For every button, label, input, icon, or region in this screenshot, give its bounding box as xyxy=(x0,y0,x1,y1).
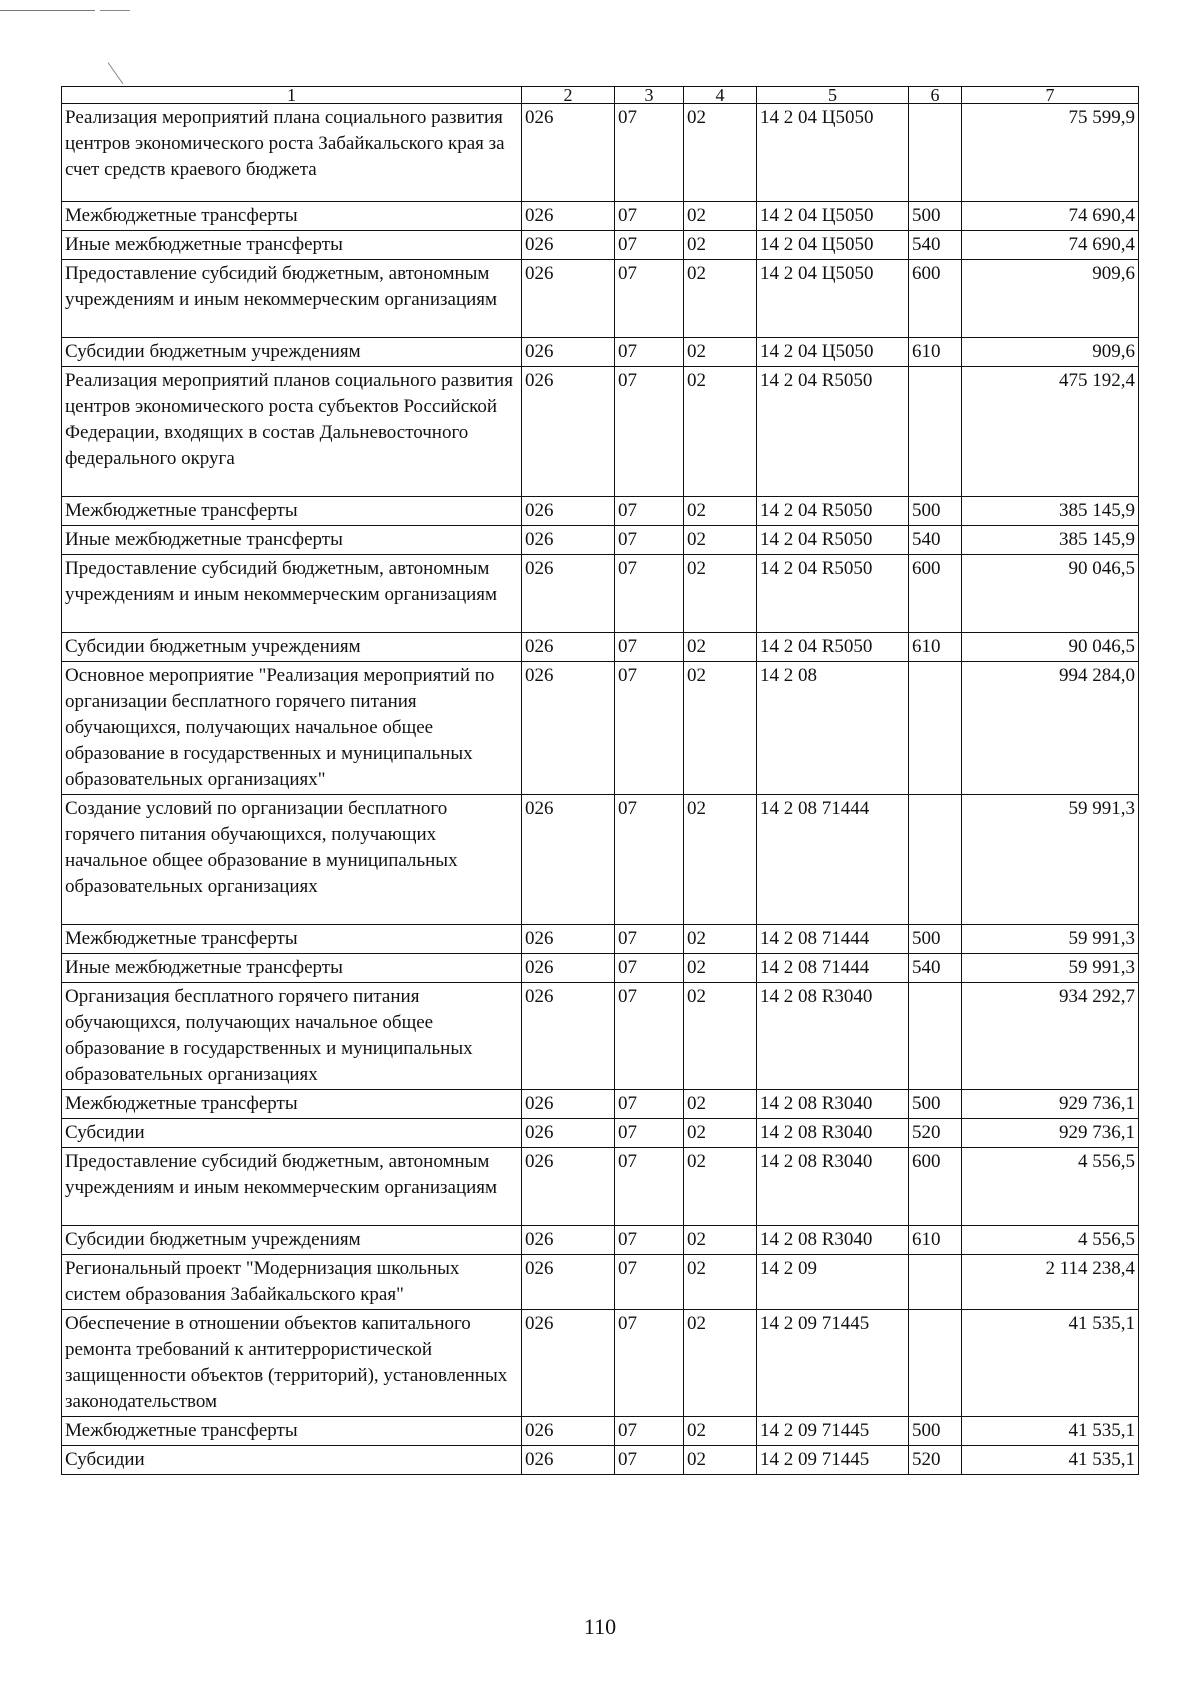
row-chapter-cell: 026 xyxy=(522,925,615,954)
row-chapter-cell: 026 xyxy=(522,633,615,662)
header-col-4: 4 xyxy=(684,87,757,104)
row-name-cell: Межбюджетные трансферты xyxy=(62,202,522,231)
page-number: 110 xyxy=(583,1614,617,1639)
row-target-article-cell: 14 2 09 71445 xyxy=(757,1417,909,1446)
row-amount-cell: 41 535,1 xyxy=(962,1417,1139,1446)
row-target-article-cell: 14 2 04 R5050 xyxy=(757,367,909,497)
row-name-cell: Предоставление субсидий бюджетным, автономным учреждениям и иным некоммерческим организациям xyxy=(62,555,522,633)
row-subsection-cell: 02 xyxy=(684,1226,757,1255)
row-chapter-cell: 026 xyxy=(522,795,615,925)
row-section-cell: 07 xyxy=(615,795,684,925)
row-target-article-cell: 14 2 08 xyxy=(757,662,909,795)
row-expense-type-cell: 500 xyxy=(909,497,962,526)
row-target-article-cell: 14 2 08 R3040 xyxy=(757,1148,909,1226)
row-name-cell: Основное мероприятие "Реализация мероприятий по организации бесплатного горячего питания обучающихся, получающих начальное общее образование в государственных и муниципальных образовательных организациях" xyxy=(62,662,522,795)
row-section-cell: 07 xyxy=(615,662,684,795)
row-expense-type-cell xyxy=(909,662,962,795)
header-col-2: 2 xyxy=(522,87,615,104)
row-section-cell: 07 xyxy=(615,633,684,662)
scan-artifact-dash xyxy=(100,10,130,11)
row-name-cell: Региональный проект "Модернизация школьных систем образования Забайкальского края" xyxy=(62,1255,522,1310)
row-target-article-cell: 14 2 04 R5050 xyxy=(757,633,909,662)
row-amount-cell: 90 046,5 xyxy=(962,555,1139,633)
row-name-cell: Предоставление субсидий бюджетным, автономным учреждениям и иным некоммерческим организациям xyxy=(62,1148,522,1226)
row-name-cell: Иные межбюджетные трансферты xyxy=(62,526,522,555)
table-row xyxy=(62,231,1139,260)
row-section-cell: 07 xyxy=(615,526,684,555)
row-target-article-cell: 14 2 09 xyxy=(757,1255,909,1310)
row-chapter-cell: 026 xyxy=(522,1417,615,1446)
row-target-article-cell: 14 2 04 Ц5050 xyxy=(757,338,909,367)
row-section-cell: 07 xyxy=(615,338,684,367)
row-name-cell: Реализация мероприятий планов социального развития центров экономического роста субъектов Российской Федерации, входящих в состав Дальневосточного федерального округа xyxy=(62,367,522,497)
table-row xyxy=(62,104,1139,202)
row-name-cell: Субсидии бюджетным учреждениям xyxy=(62,338,522,367)
row-section-cell: 07 xyxy=(615,1226,684,1255)
row-amount-cell: 909,6 xyxy=(962,260,1139,338)
row-chapter-cell: 026 xyxy=(522,1310,615,1417)
row-name-cell: Иные межбюджетные трансферты xyxy=(62,954,522,983)
row-amount-cell: 74 690,4 xyxy=(962,231,1139,260)
row-chapter-cell: 026 xyxy=(522,1226,615,1255)
row-expense-type-cell: 600 xyxy=(909,1148,962,1226)
scan-artifact-diagonal xyxy=(108,62,124,84)
table-row xyxy=(62,1446,1139,1475)
row-amount-cell: 75 599,9 xyxy=(962,104,1139,202)
row-expense-type-cell: 540 xyxy=(909,231,962,260)
row-section-cell: 07 xyxy=(615,954,684,983)
row-expense-type-cell xyxy=(909,983,962,1090)
row-chapter-cell: 026 xyxy=(522,662,615,795)
row-expense-type-cell: 540 xyxy=(909,526,962,555)
row-name-cell: Межбюджетные трансферты xyxy=(62,1090,522,1119)
row-target-article-cell: 14 2 08 R3040 xyxy=(757,1226,909,1255)
row-chapter-cell: 026 xyxy=(522,231,615,260)
row-target-article-cell: 14 2 04 R5050 xyxy=(757,497,909,526)
row-expense-type-cell xyxy=(909,1310,962,1417)
row-subsection-cell: 02 xyxy=(684,633,757,662)
row-subsection-cell: 02 xyxy=(684,231,757,260)
row-chapter-cell: 026 xyxy=(522,1119,615,1148)
row-section-cell: 07 xyxy=(615,202,684,231)
row-name-cell: Реализация мероприятий плана социального развития центров экономического роста Забайкальского края за счет средств краевого бюджета xyxy=(62,104,522,202)
row-section-cell: 07 xyxy=(615,497,684,526)
table-row xyxy=(62,1148,1139,1226)
row-expense-type-cell xyxy=(909,795,962,925)
row-expense-type-cell: 600 xyxy=(909,260,962,338)
row-section-cell: 07 xyxy=(615,1417,684,1446)
row-amount-cell: 59 991,3 xyxy=(962,795,1139,925)
row-chapter-cell: 026 xyxy=(522,202,615,231)
table-row xyxy=(62,1310,1139,1417)
row-subsection-cell: 02 xyxy=(684,795,757,925)
row-subsection-cell: 02 xyxy=(684,367,757,497)
row-chapter-cell: 026 xyxy=(522,1090,615,1119)
table-row xyxy=(62,662,1139,795)
row-section-cell: 07 xyxy=(615,983,684,1090)
row-chapter-cell: 026 xyxy=(522,526,615,555)
table-row xyxy=(62,925,1139,954)
table-row xyxy=(62,1119,1139,1148)
table-row xyxy=(62,555,1139,633)
row-subsection-cell: 02 xyxy=(684,202,757,231)
header-col-1: 1 xyxy=(62,87,522,104)
header-col-3: 3 xyxy=(615,87,684,104)
row-subsection-cell: 02 xyxy=(684,260,757,338)
row-section-cell: 07 xyxy=(615,1119,684,1148)
row-name-cell: Субсидии xyxy=(62,1446,522,1475)
table-row xyxy=(62,983,1139,1090)
row-expense-type-cell: 610 xyxy=(909,1226,962,1255)
row-target-article-cell: 14 2 04 Ц5050 xyxy=(757,202,909,231)
row-name-cell: Субсидии бюджетным учреждениям xyxy=(62,1226,522,1255)
row-target-article-cell: 14 2 08 R3040 xyxy=(757,983,909,1090)
row-subsection-cell: 02 xyxy=(684,497,757,526)
scan-artifact-line xyxy=(0,10,95,11)
row-subsection-cell: 02 xyxy=(684,555,757,633)
row-name-cell: Субсидии xyxy=(62,1119,522,1148)
row-amount-cell: 4 556,5 xyxy=(962,1148,1139,1226)
row-target-article-cell: 14 2 09 71445 xyxy=(757,1446,909,1475)
row-subsection-cell: 02 xyxy=(684,1090,757,1119)
row-name-cell: Межбюджетные трансферты xyxy=(62,925,522,954)
row-expense-type-cell xyxy=(909,104,962,202)
row-expense-type-cell: 610 xyxy=(909,633,962,662)
row-name-cell: Создание условий по организации бесплатного горячего питания обучающихся, получающих начальное общее образование в муниципальных образовательных организациях xyxy=(62,795,522,925)
row-expense-type-cell: 500 xyxy=(909,1090,962,1119)
row-expense-type-cell: 540 xyxy=(909,954,962,983)
row-subsection-cell: 02 xyxy=(684,983,757,1090)
header-col-6: 6 xyxy=(909,87,962,104)
budget-table xyxy=(61,86,1139,1475)
row-chapter-cell: 026 xyxy=(522,367,615,497)
row-amount-cell: 90 046,5 xyxy=(962,633,1139,662)
row-target-article-cell: 14 2 08 71444 xyxy=(757,954,909,983)
table-row xyxy=(62,526,1139,555)
table-row xyxy=(62,1090,1139,1119)
row-section-cell: 07 xyxy=(615,1310,684,1417)
row-chapter-cell: 026 xyxy=(522,338,615,367)
row-target-article-cell: 14 2 08 R3040 xyxy=(757,1119,909,1148)
row-subsection-cell: 02 xyxy=(684,1446,757,1475)
row-subsection-cell: 02 xyxy=(684,1310,757,1417)
row-amount-cell: 41 535,1 xyxy=(962,1310,1139,1417)
row-subsection-cell: 02 xyxy=(684,1148,757,1226)
table-row xyxy=(62,1255,1139,1310)
row-target-article-cell: 14 2 08 71444 xyxy=(757,795,909,925)
row-target-article-cell: 14 2 04 Ц5050 xyxy=(757,260,909,338)
row-subsection-cell: 02 xyxy=(684,662,757,795)
row-subsection-cell: 02 xyxy=(684,925,757,954)
table-header-row xyxy=(62,87,1139,104)
header-col-5: 5 xyxy=(757,87,909,104)
row-chapter-cell: 026 xyxy=(522,954,615,983)
row-target-article-cell: 14 2 04 R5050 xyxy=(757,526,909,555)
row-target-article-cell: 14 2 04 Ц5050 xyxy=(757,104,909,202)
row-amount-cell: 59 991,3 xyxy=(962,925,1139,954)
row-section-cell: 07 xyxy=(615,104,684,202)
row-target-article-cell: 14 2 09 71445 xyxy=(757,1310,909,1417)
row-name-cell: Субсидии бюджетным учреждениям xyxy=(62,633,522,662)
row-subsection-cell: 02 xyxy=(684,954,757,983)
row-chapter-cell: 026 xyxy=(522,1148,615,1226)
table-row xyxy=(62,633,1139,662)
row-chapter-cell: 026 xyxy=(522,555,615,633)
row-subsection-cell: 02 xyxy=(684,104,757,202)
table-row xyxy=(62,260,1139,338)
row-amount-cell: 909,6 xyxy=(962,338,1139,367)
row-expense-type-cell: 500 xyxy=(909,202,962,231)
row-subsection-cell: 02 xyxy=(684,526,757,555)
row-expense-type-cell: 500 xyxy=(909,925,962,954)
row-section-cell: 07 xyxy=(615,1255,684,1310)
row-target-article-cell: 14 2 08 R3040 xyxy=(757,1090,909,1119)
row-subsection-cell: 02 xyxy=(684,1417,757,1446)
row-section-cell: 07 xyxy=(615,555,684,633)
row-expense-type-cell xyxy=(909,367,962,497)
table-row xyxy=(62,497,1139,526)
row-amount-cell: 59 991,3 xyxy=(962,954,1139,983)
table-body xyxy=(62,104,1139,1475)
row-name-cell: Иные межбюджетные трансферты xyxy=(62,231,522,260)
table-row xyxy=(62,1226,1139,1255)
row-subsection-cell: 02 xyxy=(684,338,757,367)
table-row xyxy=(62,338,1139,367)
row-amount-cell: 4 556,5 xyxy=(962,1226,1139,1255)
row-amount-cell: 475 192,4 xyxy=(962,367,1139,497)
row-amount-cell: 929 736,1 xyxy=(962,1090,1139,1119)
row-amount-cell: 2 114 238,4 xyxy=(962,1255,1139,1310)
row-expense-type-cell: 500 xyxy=(909,1417,962,1446)
table-row xyxy=(62,795,1139,925)
row-chapter-cell: 026 xyxy=(522,104,615,202)
row-chapter-cell: 026 xyxy=(522,1446,615,1475)
row-target-article-cell: 14 2 04 Ц5050 xyxy=(757,231,909,260)
row-name-cell: Организация бесплатного горячего питания обучающихся, получающих начальное общее образование в государственных и муниципальных образовательных организациях xyxy=(62,983,522,1090)
row-chapter-cell: 026 xyxy=(522,1255,615,1310)
table-row xyxy=(62,367,1139,497)
row-amount-cell: 385 145,9 xyxy=(962,497,1139,526)
row-section-cell: 07 xyxy=(615,231,684,260)
row-amount-cell: 41 535,1 xyxy=(962,1446,1139,1475)
row-chapter-cell: 026 xyxy=(522,497,615,526)
row-amount-cell: 929 736,1 xyxy=(962,1119,1139,1148)
row-section-cell: 07 xyxy=(615,260,684,338)
row-subsection-cell: 02 xyxy=(684,1255,757,1310)
table-row xyxy=(62,1417,1139,1446)
row-name-cell: Обеспечение в отношении объектов капитального ремонта требований к антитеррористической защищенности объектов (территорий), установленных законодательством xyxy=(62,1310,522,1417)
table-row xyxy=(62,202,1139,231)
row-expense-type-cell xyxy=(909,1255,962,1310)
row-chapter-cell: 026 xyxy=(522,983,615,1090)
row-section-cell: 07 xyxy=(615,1090,684,1119)
row-expense-type-cell: 600 xyxy=(909,555,962,633)
row-chapter-cell: 026 xyxy=(522,260,615,338)
row-target-article-cell: 14 2 04 R5050 xyxy=(757,555,909,633)
row-amount-cell: 385 145,9 xyxy=(962,526,1139,555)
row-name-cell: Предоставление субсидий бюджетным, автономным учреждениям и иным некоммерческим организациям xyxy=(62,260,522,338)
row-target-article-cell: 14 2 08 71444 xyxy=(757,925,909,954)
row-section-cell: 07 xyxy=(615,925,684,954)
header-col-7: 7 xyxy=(962,87,1139,104)
row-name-cell: Межбюджетные трансферты xyxy=(62,1417,522,1446)
row-expense-type-cell: 520 xyxy=(909,1119,962,1148)
row-amount-cell: 934 292,7 xyxy=(962,983,1139,1090)
table-row xyxy=(62,954,1139,983)
row-amount-cell: 994 284,0 xyxy=(962,662,1139,795)
row-section-cell: 07 xyxy=(615,1148,684,1226)
row-subsection-cell: 02 xyxy=(684,1119,757,1148)
row-expense-type-cell: 520 xyxy=(909,1446,962,1475)
row-expense-type-cell: 610 xyxy=(909,338,962,367)
row-amount-cell: 74 690,4 xyxy=(962,202,1139,231)
row-section-cell: 07 xyxy=(615,1446,684,1475)
row-name-cell: Межбюджетные трансферты xyxy=(62,497,522,526)
row-section-cell: 07 xyxy=(615,367,684,497)
